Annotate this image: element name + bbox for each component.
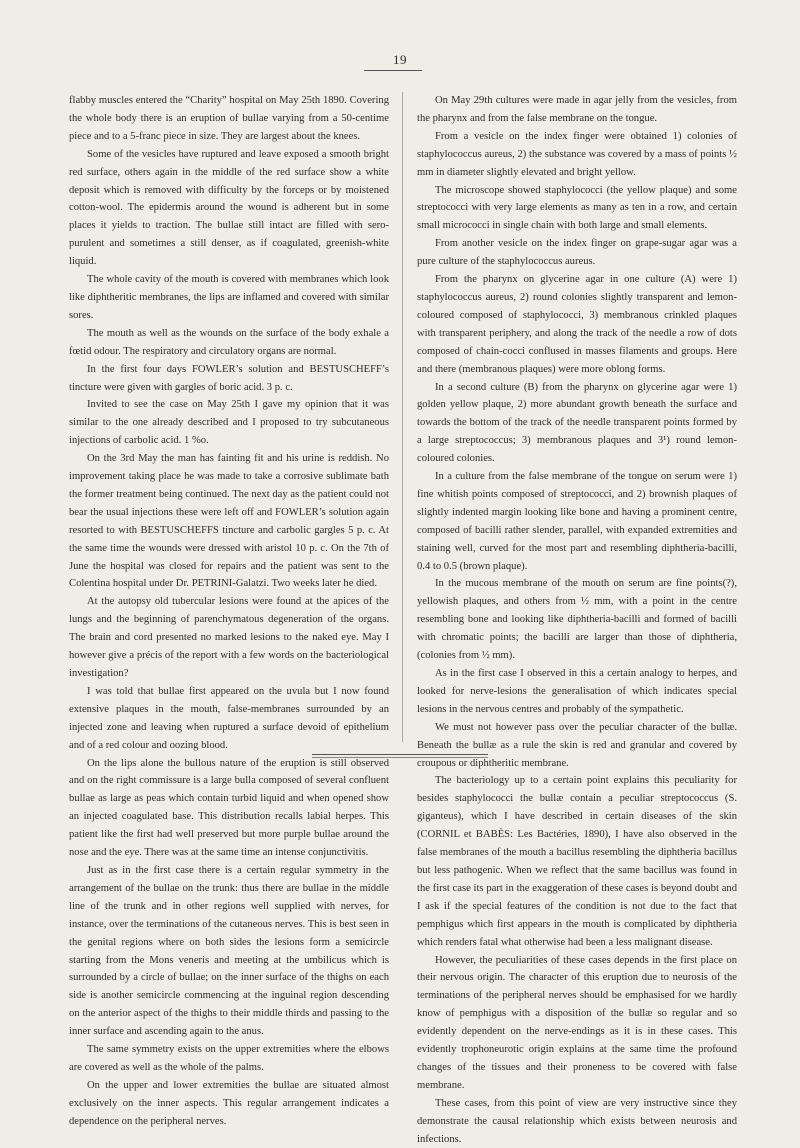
paragraph: From another vesicle on the index finger on grape-sugar agar was a pure culture of the staphylococcus aureus.: [417, 238, 737, 268]
paragraph: At the autopsy old tubercular lesions were found at the apices of the lungs and the beginning of parenchymatous degeneration of the organs. The brain and cord presented no marked lesions to the naked eye. May I however give a précis of the report with a few words on the bacteriological investigation?: [69, 596, 389, 679]
end-rule: [312, 757, 488, 758]
paragraph: On the upper and lower extremities the bullae are situated almost exclusively on the inner aspects. This regular arrangement indicates a dependence on the peripheral nerves.: [69, 1079, 389, 1127]
paragraph: In a culture from the false membrane of the tongue on serum were 1) fine whitish points composed of streptococci, and 2) brownish plaques of slightly indented margin looking like bone and having a prominent centre, composed of bacilli rather slender, parallel, with expanded extremities and staining well, curved for the most part and resembling diphtheria-bacilli, 0.4 to 0.5 (brown plaque).: [417, 471, 737, 572]
paragraph: The bacteriology up to a certain point explains this peculiarity for besides staphylococci the bullæ contain a peculiar streptococcus (S. giganteus), which I have described in certain diseases of the skin (CORNIL et BABÈS: Les Bactéries, 1890), I have also observed in the false membranes of the mouth a bacillus resembling the diphtheria bacillus but less pathogenic. When we reflect that the same bacillus was found in the first case its part in the exaggeration of these cases is beyond doubt and I ask if the special features of the condition is not due to the fact that pemphigus which first appears in the mouth is complicated by diphtheria which renders fatal what otherwise had been a less malignant disease.: [417, 775, 737, 948]
page-number-rule: [364, 70, 422, 71]
paragraph: Invited to see the case on May 25th I gave my opinion that it was similar to the one already described and I proposed to try subcutaneous injections of carbolic acid. 1 %o.: [69, 399, 389, 447]
paragraph: Just as in the first case there is a certain regular symmetry in the arrangement of the bullae on the trunk: thus there are bullae in the middle line of the trunk and in other regions well supplied with nerves, for instance, over the terminations of the cutaneous nerves. This is best seen in the genital regions where on both sides the lesions form a semicircle starting from the Mons veneris and meeting at the umbilicus which is surrounded by a circle of bullae; on the inner surface of the thighs on each side is another semicircle commencing at the inguinal region descending on the anterior aspect of the thighs to their middle thirds and passing to the inner surface and ascending again to the anus.: [69, 864, 389, 1038]
paragraph: I was told that bullae first appeared on the uvula but I now found extensive plaques in the mouth, false-membranes surrounded by an injected zone and leaving when ruptured a surface devoid of epithelium and of a red colour and oozing blood.: [69, 685, 389, 751]
paragraph: On the lips alone the bullous nature of the eruption is still observed and on the right commissure is a large bulla composed of several confluent bullae as large as peas which contain turbid liquid and when opened show an injected coagulated base. This distribution recalls labial herpes. This patient like the first had well preserved but more purple bullae around the nose and the eye. There was at the same time an intense conjunctivitis.: [69, 757, 389, 859]
end-rule: [312, 754, 488, 755]
paragraph: The mouth as well as the wounds on the surface of the body exhale a fœtid odour. The respiratory and circulatory organs are normal.: [69, 327, 389, 357]
right-column: [417, 92, 737, 1148]
paragraph: flabby muscles entered the “Charity” hospital on May 25th 1890. Covering the whole body there is an eruption of bullae varying from a 50-centime piece and to a 5-franc piece in size. They are largest about the knees.: [69, 95, 389, 142]
paragraph: In the first four days FOWLER’s solution and BESTUSCHEFF’s tincture were given with gargles of boric acid. 3 p. c.: [69, 363, 389, 393]
paragraph: Some of the vesicles have ruptured and leave exposed a smooth bright red surface, others again in the middle of the red surface show a white deposit which is removed with difficulty by the forceps or by moistened cotton-wool. The epidermis around the wound is adherent but in some places it yields to traction. The bullae still intact are filled with sero-purulent and sometimes a still denser, as if coagulated, greenish-white liquid.: [69, 148, 389, 268]
paragraph: From a vesicle on the index finger were obtained 1) colonies of staphylococcus aureus, 2) the substance was covered by a mass of points ½ mm in diameter slightly elevated and bright yellow.: [417, 130, 737, 178]
paragraph: As in the first case I observed in this a certain analogy to herpes, and looked for nerve-lesions the generalisation of which indicates special lesions in the nervous centres and probably of the sympathetic.: [417, 668, 737, 715]
page-number: 19: [393, 52, 407, 67]
paragraph: On the 3rd May the man has fainting fit and his urine is reddish. No improvement taking place he was made to take a corrosive sublimate bath the former treatment being continued. The next day as the patient could not bear the usual injections these were left off and FOWLER’s solution again resorted to with BESTUSCHEFFS tincture and carbolic gargles 5 p. c. At the same time the wounds were dressed with aristol 10 p. c. On the 7th of June the hospital was closed for repairs and the patient was sent to the Colentina hospital under Dr. PETRINI-Galatzi. Two weeks later he died.: [69, 453, 389, 590]
paragraph: However, the peculiarities of these cases depends in the first place on their nervous origin. The character of this eruption due to neurosis of the terminations of the peripheral nerves should be emphasised for we hardly know of pemphigus with a disposition of the bullæ so regular and so evidently dependent on the nerve-endings as it is in these cases. This evidently trophoneurotic origin explains at the same time the profound changes of the tissues and their proneness to be covered with false membrane.: [417, 954, 737, 1091]
left-column: [69, 92, 389, 1131]
paragraph: The microscope showed staphylococci (the yellow plaque) and some streptococci with very large elements as many as ten in a row, and certain small micrococci in single chain with both large and small elements.: [417, 184, 737, 232]
paragraph: From the pharynx on glycerine agar in one culture (A) were 1) staphylococcus aureus, 2) round colonies slightly transparent and lemon-coloured composed of staphylococci, 3) membranous crinkled plaques with transparent periphery, and along the track of the needle a row of dots composed of chain-cocci conflused in masses filaments and groups. Here and there (membranous plaques) were more oblong forms.: [417, 274, 737, 375]
paragraph: We must not however pass over the peculiar character of the bullæ. Beneath the bullæ as a rule the skin is red and granular and covered by croupous or diphtheritic membrane.: [417, 721, 737, 769]
paragraph: The whole cavity of the mouth is covered with membranes which look like diphtheritic membranes, the lips are inflamed and covered with similar sores.: [69, 274, 389, 321]
paragraph: The same symmetry exists on the upper extremities where the elbows are covered as well as the whole of the palms.: [69, 1044, 389, 1073]
column-divider: [402, 92, 403, 742]
paragraph: In the mucous membrane of the mouth on serum are fine points(?), yellowish plaques, and others from ½ mm, with a point in the centre resembling bone and looking like diphtheria-bacilli and formed of bacilli with chromatic points; the bacilli are larger than those of diphtheria, (colonies from ½ mm).: [417, 578, 737, 662]
paragraph: These cases, from this point of view are very instructive since they demonstrate the causal relationship which exists between neurosis and infections.: [417, 1097, 737, 1145]
paragraph: On May 29th cultures were made in agar jelly from the vesicles, from the pharynx and from the false membrane on the tongue.: [417, 95, 737, 124]
paragraph: In a second culture (B) from the pharynx on glycerine agar were 1) golden yellow plaque, 2) more abundant growth beneath the surface and towards the bottom of the track of the needle transparent points formed by a large streptococcus; 3) membranous plaques and 3¹) round lemon-coloured colonies.: [417, 381, 737, 465]
